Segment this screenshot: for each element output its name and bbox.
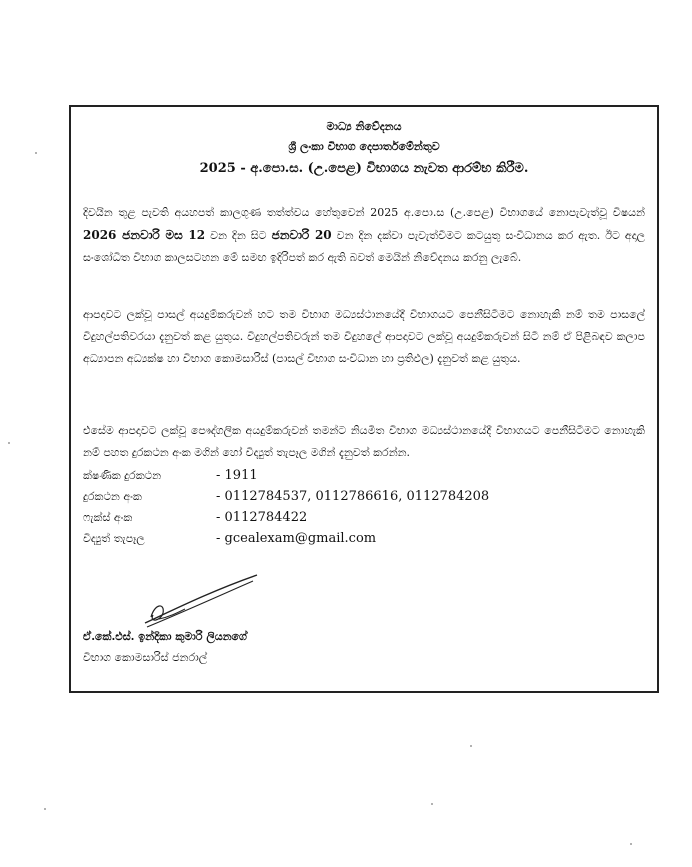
contact-hotline (83, 465, 503, 486)
signature-scribble (141, 573, 261, 633)
email-value (216, 528, 376, 549)
signatory-title: විභාග කොමසාරිස් ජනරාල් (83, 651, 208, 664)
scan-speck (35, 152, 37, 154)
paragraph-text: වන දින දක්වා පැවැත්වීමට කටයුතු සංවිධානය කර ඇත. ඊට අදාල සංශෝධිත විභාග කාලසටහන මේ සමඟ ඉදිරිපත් කර ඇති බවත් මෙයින් නිවේදනය කරනු ලැබේ. (83, 229, 645, 264)
contact-list (83, 465, 503, 549)
paragraph-text: වන දින සිට (205, 229, 272, 242)
contact-fax (83, 507, 503, 528)
paragraph-text: දිවයින තුළ පැවති අයහපත් කාලගුණ තත්ත්වය හේතුවෙන් 2025 අ.පො.ස (උ.පෙළ) විභාගයේ නොපැවැත්වූ විෂයන් (83, 206, 645, 219)
email-dash: - (216, 531, 225, 546)
scan-speck (44, 808, 46, 810)
contact-telephone (83, 486, 503, 507)
scan-speck (8, 442, 10, 444)
contact-label: දුරකථන අංක (83, 490, 142, 503)
contact-email (83, 528, 503, 549)
signatory-name: ඒ.කේ.එස්. ඉන්දිකා කුමාරි ලියනගේ (83, 630, 247, 643)
paragraph-schedule (83, 202, 645, 269)
notice-type: මාධ්‍ය නිවේදනය (326, 120, 402, 133)
scan-speck (630, 843, 632, 845)
department-name: ශ්‍රී ලංකා විභාග දෙපාර්තමේන්තුව (288, 140, 440, 153)
paragraph-private-candidates: එසේම ආපදාවට ලක්වූ පෞද්ගලික අයදුම්කරුවන් තමන්ට නියමිත විභාග මධ්‍යස්ථානයේදී විභාගයට පෙනීසිටීමට නොහැකි නම් පහත දුරකථන අංක මගින් හෝ විද්‍යුත් තැපෑල මගින් දැනුවත් කරන්න. (83, 424, 645, 459)
contact-label: ෆැක්ස් අංක (83, 511, 133, 524)
media-notice (69, 105, 659, 693)
start-date: 2026 ජනවාරි මස 12 (83, 228, 206, 242)
hotline-number: - 1911 (216, 468, 258, 483)
scan-speck (431, 803, 433, 805)
fax-number: - 0112784422 (216, 510, 308, 525)
end-date: ජනවාරි 20 (271, 228, 332, 242)
scan-speck (470, 745, 472, 747)
notice-header (71, 117, 657, 181)
paragraph-school-candidates: ආපදාවට ලක්වූ පාසල් අයදුම්කරුවන් හට තම විභාග මධ්‍යස්ථානයේදී විභාගයට පෙනීසිටීමට නොහැකි නම් තම පාසලේ විදුහල්පතිවරයා දැනුවත් කළ යුතුය. විදුහල්පතිවරුන් තම විදුහලේ ආපදාවට ලක්වූ අයදුම්කරුවන් සිටී නම් ඒ පිළිබඳව කලාප අධ්‍යාපන අධ්‍යක්ෂ හා විභාග කොමසාරිස් (පාසල් විභාග සංවිධාන හා ප්‍රතිඵල) දැනුවත් කළ යුතුය. (83, 308, 645, 365)
notice-title: 2025 - අ.පො.ස. (උ.පෙළ) විභාගය නැවත ආරම්භ කිරීම. (199, 161, 529, 176)
telephone-numbers: - 0112784537, 0112786616, 0112784208 (216, 489, 490, 504)
contact-label: ක්ෂණික දුරකථන (83, 469, 161, 482)
email-link[interactable]: gcealexam@gmail.com (224, 531, 377, 546)
contact-label: විද්‍යුත් තැපෑල (83, 532, 145, 545)
